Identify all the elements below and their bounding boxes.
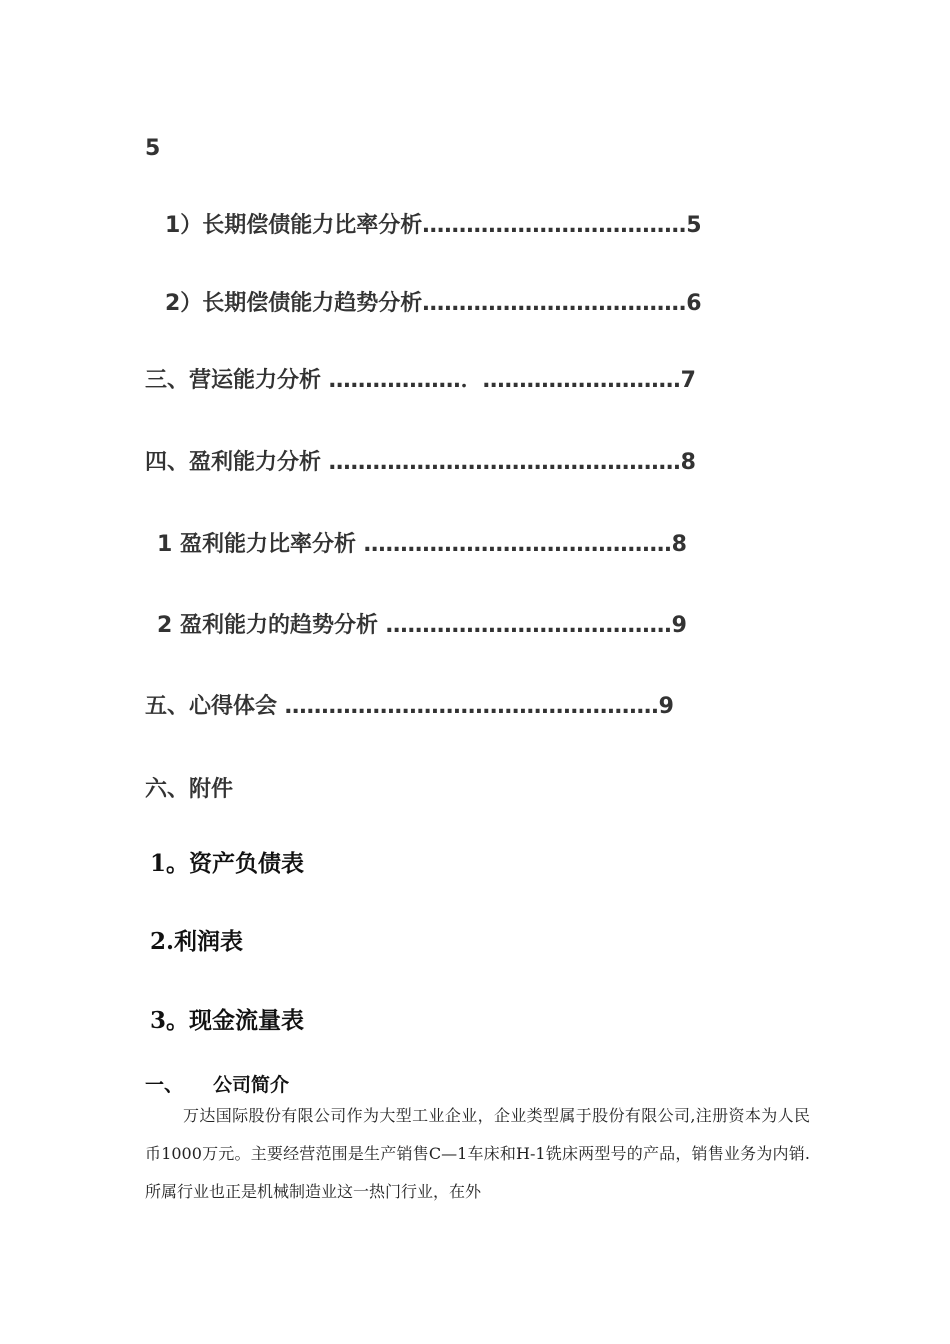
toc-item-operating-capacity[interactable]: 三、营运能力分析 ………………．………………………7 [145, 368, 696, 393]
toc-page-number: 5 [145, 136, 161, 161]
attachment-cash-flow[interactable]: 3。现金流量表 [150, 1007, 305, 1034]
section-heading [145, 1072, 289, 1098]
company-intro-paragraph: 万达国际股份有限公司作为大型工业企业，企业类型属于股份有限公司,注册资本为人民币1000万元。主要经营范围是生产销售C—1车床和H-1铣床两型号的产品，销售业务为内销.所属行业也正是机械制造业这一热门行业，在外 [145, 1106, 810, 1201]
section-number: 一、 [145, 1074, 184, 1096]
section-body [145, 1097, 810, 1211]
toc-item-long-term-trend[interactable]: 2）长期偿债能力趋势分析………………………………6 [165, 291, 702, 316]
toc-item-long-term-ratio[interactable]: 1）长期偿债能力比率分析………………………………5 [165, 213, 702, 238]
toc-item-experience[interactable]: 五、心得体会 ……………………………………………9 [145, 694, 674, 719]
toc-item-profit-trend[interactable]: 2 盈利能力的趋势分析 …………………………………9 [157, 613, 687, 638]
toc-item-attachments[interactable]: 六、附件 [145, 777, 234, 802]
toc-item-profit-ratio[interactable]: 1 盈利能力比率分析 ……………………………………8 [157, 532, 687, 557]
attachment-income-statement[interactable]: 2.利润表 [150, 928, 244, 955]
section-title: 公司简介 [213, 1074, 290, 1096]
toc-item-profitability[interactable]: 四、盈利能力分析 …………………………………………8 [145, 450, 696, 475]
attachment-balance-sheet[interactable]: 1。资产负债表 [150, 850, 305, 877]
